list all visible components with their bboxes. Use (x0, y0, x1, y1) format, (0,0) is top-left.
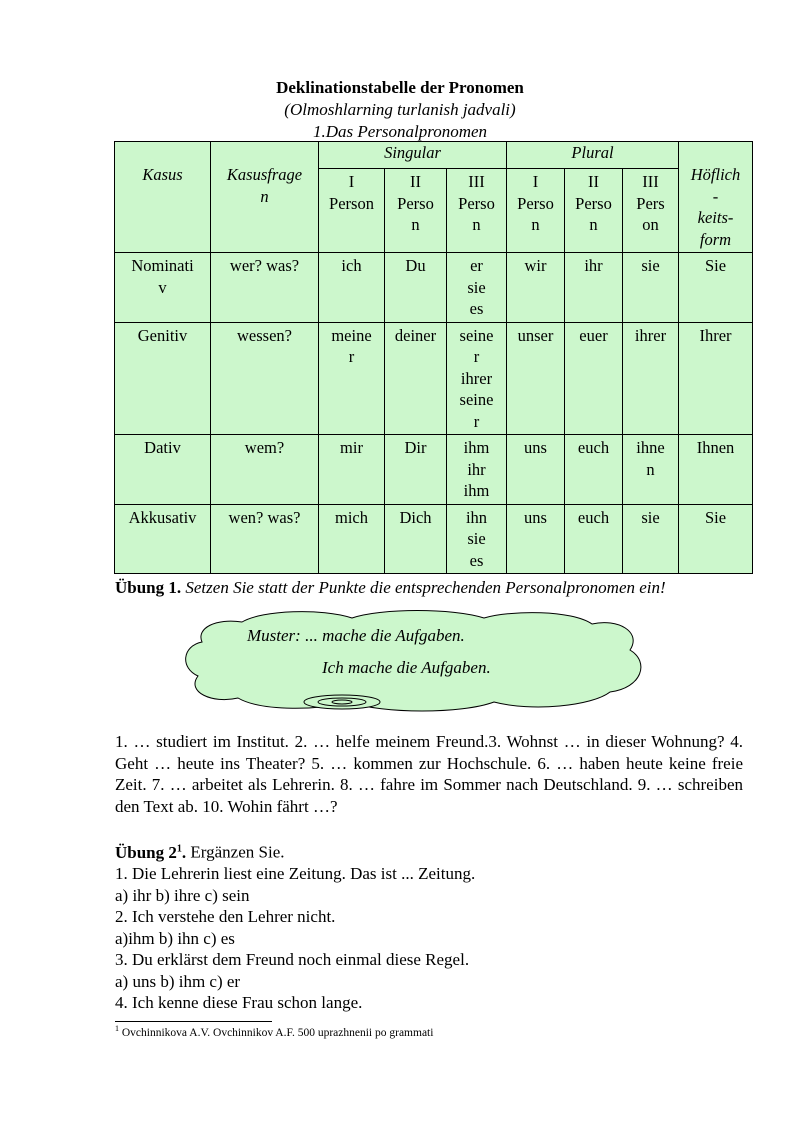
table-row (115, 253, 753, 323)
cell-p3: sie (623, 253, 679, 323)
header-plural-3: III Pers on (623, 169, 679, 253)
muster-line-1: Muster: ... mache die Aufgaben. (247, 626, 465, 645)
footnote-ref: 1 (176, 843, 182, 854)
header-plural-2: II Perso n (565, 169, 623, 253)
header-singular-3: III Perso n (447, 169, 507, 253)
table-row (115, 322, 753, 435)
table-row (115, 504, 753, 574)
cell-p3: ihne n (623, 435, 679, 505)
exercise2-line: 2. Ich verstehe den Lehrer nicht. (115, 907, 336, 927)
cell-kasus: Genitiv (115, 322, 211, 435)
cell-s1: ich (319, 253, 385, 323)
muster-line-2: Ich mache die Aufgaben. (322, 658, 491, 677)
cell-hoeflich: Ihnen (679, 435, 753, 505)
exercise2-line: 3. Du erklärst dem Freund noch einmal diese Regel. (115, 950, 470, 970)
header-singular-2: II Perso n (385, 169, 447, 253)
header-plural: Plural (507, 142, 679, 169)
cell-p1: uns (507, 435, 565, 505)
cell-hoeflich: Sie (679, 253, 753, 323)
cell-hoeflich: Sie (679, 504, 753, 574)
document-title: Deklinationstabelle der Pronomen (276, 78, 524, 97)
exercise1-heading (115, 578, 755, 598)
cell-p1: uns (507, 504, 565, 574)
header-hoeflichkeitsform: Höflich - keits- form (679, 142, 753, 253)
footnote-separator (115, 1021, 272, 1022)
cell-p2: euch (565, 435, 623, 505)
cell-s1: mir (319, 435, 385, 505)
cell-kasus: Nominati v (115, 253, 211, 323)
exercise1-instruction: Setzen Sie statt der Punkte die entsprechenden Personalpronomen ein! (185, 578, 666, 597)
cell-s3: ihm ihr ihm (447, 435, 507, 505)
cell-s2: Du (385, 253, 447, 323)
header-singular: Singular (319, 142, 507, 169)
cell-p3: ihrer (623, 322, 679, 435)
exercise2-line: 4. Ich kenne diese Frau schon lange. (115, 993, 363, 1013)
exercise2-line: a)ihm b) ihn c) es (115, 928, 235, 948)
cell-p3: sie (623, 504, 679, 574)
exercise2 (115, 838, 475, 1014)
cell-frage: wen? was? (211, 504, 319, 574)
exercise1-label: Übung 1. (115, 578, 182, 597)
footnote-text: Ovchinnikova A.V. Ovchinnikov A.F. 500 uprazhnenii po grammati (119, 1026, 434, 1039)
cell-p1: wir (507, 253, 565, 323)
header-plural-1: I Perso n (507, 169, 565, 253)
cell-p2: euer (565, 322, 623, 435)
cell-frage: wer? was? (211, 253, 319, 323)
exercise2-line: a) uns b) ihm c) er (115, 971, 241, 991)
declension-table (114, 141, 753, 574)
header-kasusfrage: Kasusfrage n (211, 142, 319, 253)
cell-kasus: Dativ (115, 435, 211, 505)
cell-p2: euch (565, 504, 623, 574)
cell-s1: meine r (319, 322, 385, 435)
table-row (115, 435, 753, 505)
cell-s1: mich (319, 504, 385, 574)
cell-s3: ihn sie es (447, 504, 507, 574)
cell-frage: wessen? (211, 322, 319, 435)
cell-s2: Dich (385, 504, 447, 574)
cell-s3: seine r ihrer seine r (447, 322, 507, 435)
cell-kasus: Akkusativ (115, 504, 211, 574)
exercise1-text: 1. … studiert im Institut. 2. … helfe meinem Freund.3. Wohnst … in dieser Wohnung? 4. Geht … heute ins Theater? 5. … kommen zur Hochschule. 6. … haben heute keine freie Zeit. 7. … arbeitet als Lehrerin. 8. … fahre im Sommer nach Deutschland. 9. … schreiben den Text ab. 10. Wohin fährt …? (115, 732, 743, 816)
exercise2-line: 1. Die Lehrerin liest eine Zeitung. Das ist ... Zeitung. (115, 864, 476, 884)
cell-p2: ihr (565, 253, 623, 323)
header-kasus: Kasus (115, 142, 211, 253)
cell-p1: unser (507, 322, 565, 435)
cell-s2: Dir (385, 435, 447, 505)
cell-frage: wem? (211, 435, 319, 505)
exercise2-instruction: Ergänzen Sie. (186, 842, 285, 862)
exercise2-heading: Übung $2^1$. Ergänzen Sie. (115, 842, 285, 862)
section-heading: 1.Das Personalpronomen (312, 122, 488, 141)
cell-s2: deiner (385, 322, 447, 435)
footnote: $^1$ Ovchinnikova A.V. Ovchinnikov A.F. 500 uprazhnenii po grammati (115, 1024, 434, 1039)
document-subtitle: (Olmoshlarning turlanish jadvali) (284, 100, 516, 119)
cell-s3: er sie es (447, 253, 507, 323)
exercise2-line: a) ihr b) ihre c) sein (115, 885, 250, 905)
cell-hoeflich: Ihrer (679, 322, 753, 435)
header-singular-1: I Person (319, 169, 385, 253)
